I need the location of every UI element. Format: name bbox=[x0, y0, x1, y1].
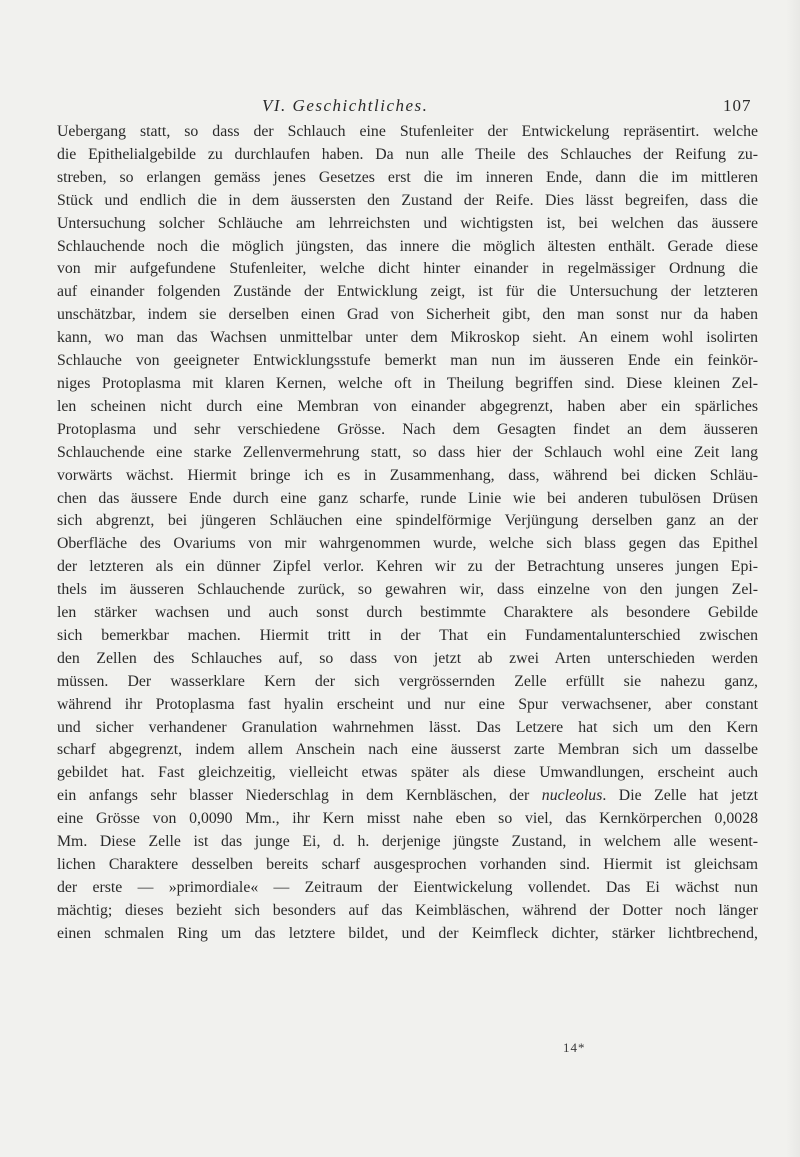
text-line: vorwärts wächst. Hiermit bringe ich es in Zusammenhang, dass, während bei dicken Schläu- bbox=[57, 466, 758, 484]
text-line: einen schmalen Ring um das letztere bildet, und der Keimfleck dichter, stärker lichtbrechend, bbox=[57, 924, 758, 942]
text-line: Mm. Diese Zelle ist das junge Ei, d. h. derjenige jüngste Zustand, in welchem alle wesent- bbox=[57, 833, 758, 851]
italic-term: nucleolus bbox=[541, 787, 603, 805]
text-line: und sicher verhandener Granulation wahrnehmen lässt. Das Letzere hat sich um den Kern bbox=[57, 718, 758, 736]
text-line: sich abgrenzt, bei jüngeren Schläuchen eine spindelförmige Verjüngung derselben ganz an der bbox=[57, 512, 758, 530]
text-line: Oberfläche des Ovariums von mir wahrgenommen wurde, welche sich blass gegen das Epithel bbox=[57, 535, 758, 553]
text-line: Schlauchende noch die möglich jüngsten, das innere die möglich ältesten enthält. Gerade diese bbox=[57, 237, 758, 255]
text-line: eine Grösse von 0,0090 Mm., ihr Kern misst nahe eben so viel, das Kernkörperchen 0,0028 bbox=[57, 810, 758, 828]
text-line: die Epithelialgebilde zu durchlaufen haben. Da nun alle Theile des Schlauches der Reifung zu- bbox=[57, 145, 758, 163]
text-line: Untersuchung solcher Schläuche am lehrreichsten und wichtigsten ist, bei welchen das äussere bbox=[57, 214, 758, 232]
text-line: Protoplasma und sehr verschiedene Grösse. Nach dem Gesagten findet an dem äusseren bbox=[57, 420, 758, 438]
printer-signature-mark: 14* bbox=[563, 1040, 586, 1055]
text-line: scharf abgegrenzt, indem allem Anschein nach eine äusserst zarte Membran sich um dasselbe bbox=[57, 741, 758, 759]
page-edge-shadow bbox=[786, 0, 800, 1157]
text-line: den Zellen des Schlauches auf, so dass von jetzt ab zwei Arten unterschieden werden bbox=[57, 649, 758, 667]
text-line: Schlauche von geeigneter Entwicklungsstufe bemerkt man nun im äusseren Ende ein feinkör- bbox=[57, 352, 758, 370]
text-line: von mir aufgefundene Stufenleiter, welche dicht hinter einander in regelmässiger Ordnung die bbox=[57, 260, 758, 278]
running-head: VI. Geschichtliches. bbox=[262, 96, 429, 115]
page-number: 107 bbox=[723, 96, 752, 115]
text-line: chen das äussere Ende durch eine ganz scharfe, runde Linie wie bei anderen tubulösen Drüsen bbox=[57, 489, 758, 507]
body-text bbox=[57, 121, 758, 946]
text-line: auf einander folgenden Zustände der Entwicklung zeigt, ist für die Untersuchung der letzteren bbox=[57, 283, 758, 301]
text-line: müssen. Der wasserklare Kern der sich vergrössernden Zelle erfüllt sie nahezu ganz, bbox=[57, 672, 758, 690]
text-line: ein anfangs sehr blasser Niederschlag in dem Kernbläschen, der nucleolus. Die Zelle hat jetzt bbox=[57, 787, 758, 805]
text-line: der erste — »primordiale« — Zeitraum der Eientwickelung vollendet. Das Ei wächst nun bbox=[57, 878, 758, 896]
text-line: streben, so erlangen gemäss jenes Gesetzes erst die im inneren Ende, dann die im mittleren bbox=[57, 168, 758, 186]
text-line: unschätzbar, indem sie derselben einen Grad von Sicherheit gibt, den man sonst nur da haben bbox=[57, 306, 758, 324]
text-line: Schlauchende eine starke Zellenvermehrung statt, so dass hier der Schlauch wohl eine Zeit lang bbox=[57, 443, 758, 461]
text-line: mächtig; dieses bezieht sich besonders auf das Keimbläschen, während der Dotter noch länger bbox=[57, 901, 758, 919]
text-line: lichen Charaktere desselben bereits scharf ausgesprochen vorhanden sind. Hiermit ist gleichsam bbox=[57, 856, 758, 873]
text-line: sich bemerkbar machen. Hiermit tritt in der That ein Fundamentalunterschied zwischen bbox=[57, 626, 758, 644]
text-line: niges Protoplasma mit klaren Kernen, welche oft in Theilung begriffen sind. Diese kleinen Zel- bbox=[57, 374, 758, 392]
text-line: während ihr Protoplasma fast hyalin erscheint und nur eine Spur verwachsener, aber constant bbox=[57, 695, 758, 713]
text-line: len scheinen nicht durch eine Membran von einander abgegrenzt, haben aber ein spärliches bbox=[57, 397, 758, 415]
text-line: der letzteren als ein dünner Zipfel verlor. Kehren wir zu der Betrachtung unseres jungen Epi- bbox=[57, 558, 758, 576]
text-line: thels im äusseren Schlauchende zurück, so gewahren wir, dass einzelne von den jungen Zel- bbox=[57, 581, 758, 599]
text-line: len stärker wachsen und auch sonst durch bestimmte Charaktere als besondere Gebilde bbox=[57, 604, 758, 622]
page-header bbox=[0, 96, 800, 120]
text-line: Stück und endlich die in dem äussersten den Zustand der Reife. Dies lässt begreifen, dass die bbox=[57, 191, 758, 209]
text-line: gebildet hat. Fast gleichzeitig, vielleicht etwas später als diese Umwandlungen, erscheint auch bbox=[57, 764, 758, 782]
text-line: kann, wo man das Wachsen unmittelbar unter dem Mikroskop sieht. An einem wohl isolirten bbox=[57, 329, 758, 347]
text-line: Uebergang statt, so dass der Schlauch eine Stufenleiter der Entwickelung repräsentirt. welche bbox=[57, 123, 758, 140]
